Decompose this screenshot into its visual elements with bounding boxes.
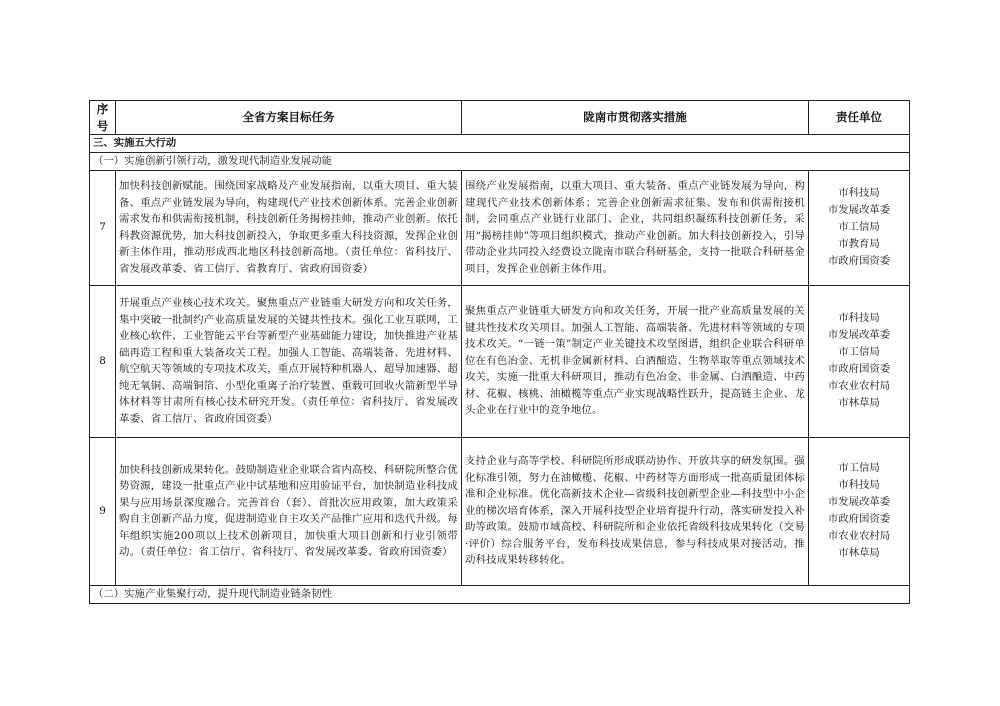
goal-cell: 加快科技创新赋能。围绕国家战略及产业发展指南，以重大项目、重大装备、重点产业链发展为导向，构建现代产业技术创新体系。完善企业创新需求发布和供需衔接机制，科技创新任务揭榜挂帅，推动产业创新。依托科教资源优势，加大科技创新投入，争取更多重大科技资源，发挥企业创新主体作用，推动形成西北地区科技创新高地。（责任单位：省科技厅、省发展改革委、省工信厅、省教育厅、省政府国资委）: [116, 170, 462, 285]
unit-item: 市政府国资委: [827, 255, 891, 267]
unit-item: 市政府国资委: [827, 363, 891, 375]
measures-table: [89, 100, 910, 604]
goal-cell: 加快科技创新成果转化。鼓励制造业企业联合省内高校、科研院所整合优势资源，建设一批重点产业中试基地和应用验证平台，加快制造业科技成果与应用场景深度融合。完善首台（套）、首批次应用政策，加大政策采购自主创新产品力度，促进制造业自主攻关产品推广应用和迭代升级。每年组织实施200项以上技术创新项目，加快重大项目创新和行业引领带动。（责任单位：省工信厅、省科技厅、省发展改革委、省政府国资委）: [116, 437, 462, 585]
header-goal: 全省方案目标任务: [116, 101, 462, 135]
subsection-title-2: （二）实施产业集聚行动，提升现代制造业链条韧性: [90, 585, 910, 603]
section-title: 三、实施五大行动: [90, 135, 910, 153]
unit-item: 市科技局: [838, 187, 880, 199]
unit-item: 市林草局: [838, 397, 880, 409]
table-row: [90, 170, 910, 285]
unit-item: 市教育局: [838, 238, 880, 250]
table-row: [90, 285, 910, 437]
row-number: 7: [90, 170, 116, 285]
unit-item: 市工信局: [838, 221, 880, 233]
section-row: [90, 135, 910, 153]
unit-item: 市工信局: [838, 346, 880, 358]
table-row: [90, 437, 910, 585]
subsection-row: [90, 585, 910, 603]
subsection-title-1: （一）实施创新引领行动，激发现代制造业发展动能: [90, 152, 910, 170]
unit-item: 市政府国资委: [827, 513, 891, 525]
header-no: 序号: [90, 101, 116, 135]
header-row: [90, 101, 910, 135]
header-unit: 责任单位: [809, 101, 910, 135]
unit-item: 市农业农村局: [827, 530, 891, 542]
row-number: 9: [90, 437, 116, 585]
row-number: 8: [90, 285, 116, 437]
action-cell: 聚焦重点产业链重大研发方向和攻关任务，开展一批产业高质量发展的关键共性技术攻关项目。加强人工智能、高端装备、先进材料等领域的专项技术攻关。“一链一策”制定产业关键技术攻坚图谱，组织企业联合科研单位在有色冶金、无机非金属新材料、白酒酿造、生物萃取等重点领域技术攻关，实施一批重大科研项目，推动有色冶金、非金属、白酒酿造、中药材、花椒、核桃、油橄榄等重点产业实现战略性跃升，提高链主企业、龙头企业在行业中的竞争地位。: [462, 285, 809, 437]
unit-item: 市科技局: [838, 312, 880, 324]
unit-cell: [809, 170, 910, 285]
header-action: 陇南市贯彻落实措施: [462, 101, 809, 135]
unit-item: 市工信局: [838, 462, 880, 474]
unit-item: 市农业农村局: [827, 380, 891, 392]
unit-item: 市发展改革委: [827, 496, 891, 508]
unit-cell: [809, 437, 910, 585]
unit-item: 市发展改革委: [827, 329, 891, 341]
goal-cell: 开展重点产业核心技术攻关。聚焦重点产业链重大研发方向和攻关任务，集中突破一批制约产业高质量发展的关键共性技术。强化工业互联网，工业核心软件、工业智能云平台等新型产业基础能力建设，加快推进产业基础再造工程和重大装备攻关工程。加强人工智能、高端装备、先进材料、航空航天等领域的专项技术攻关，重点开展特种机器人、超导加速器、超纯无氧铜、高端铜箔、小型化重离子治疗装置、重载可回收火箭新型半导体材料等甘肃所有核心技术研究开发。（责任单位：省科技厅、省发展改革委、省工信厅、省政府国资委）: [116, 285, 462, 437]
subsection-row: [90, 152, 910, 170]
unit-item: 市发展改革委: [827, 204, 891, 216]
action-cell: 支持企业与高等学校、科研院所形成联动协作、开放共享的研发氛围。强化标准引领，努力在油橄榄、花椒、中药材等方面形成一批高质量团体标准和企业标准。优化高新技术企业—省级科技创新型企业—科技型中小企业的梯次培育体系，深入开展科技型企业培育提升行动，落实研发投入补助等政策。鼓励市域高校、科研院所和企业依托省级科技成果转化（交易·评价）综合服务平台，发布科技成果信息，参与科技成果对接活动，推动科技成果转移转化。: [462, 437, 809, 585]
unit-cell: [809, 285, 910, 437]
action-cell: 围绕产业发展指南，以重大项目、重大装备、重点产业链发展为导向，构建现代产业技术创新体系；完善企业创新需求征集、发布和供需衔接机制，会同重点产业链行业部门、企业，共同组织凝练科技创新任务，采用“揭榜挂帅”等项目组织模式，推动产业创新。加大科技创新投入，引导带动企业共同投入经费设立陇南市联合科研基金，支持一批联合科研基金项目，发挥企业创新主体作用。: [462, 170, 809, 285]
unit-item: 市林草局: [838, 547, 880, 559]
unit-item: 市科技局: [838, 479, 880, 491]
